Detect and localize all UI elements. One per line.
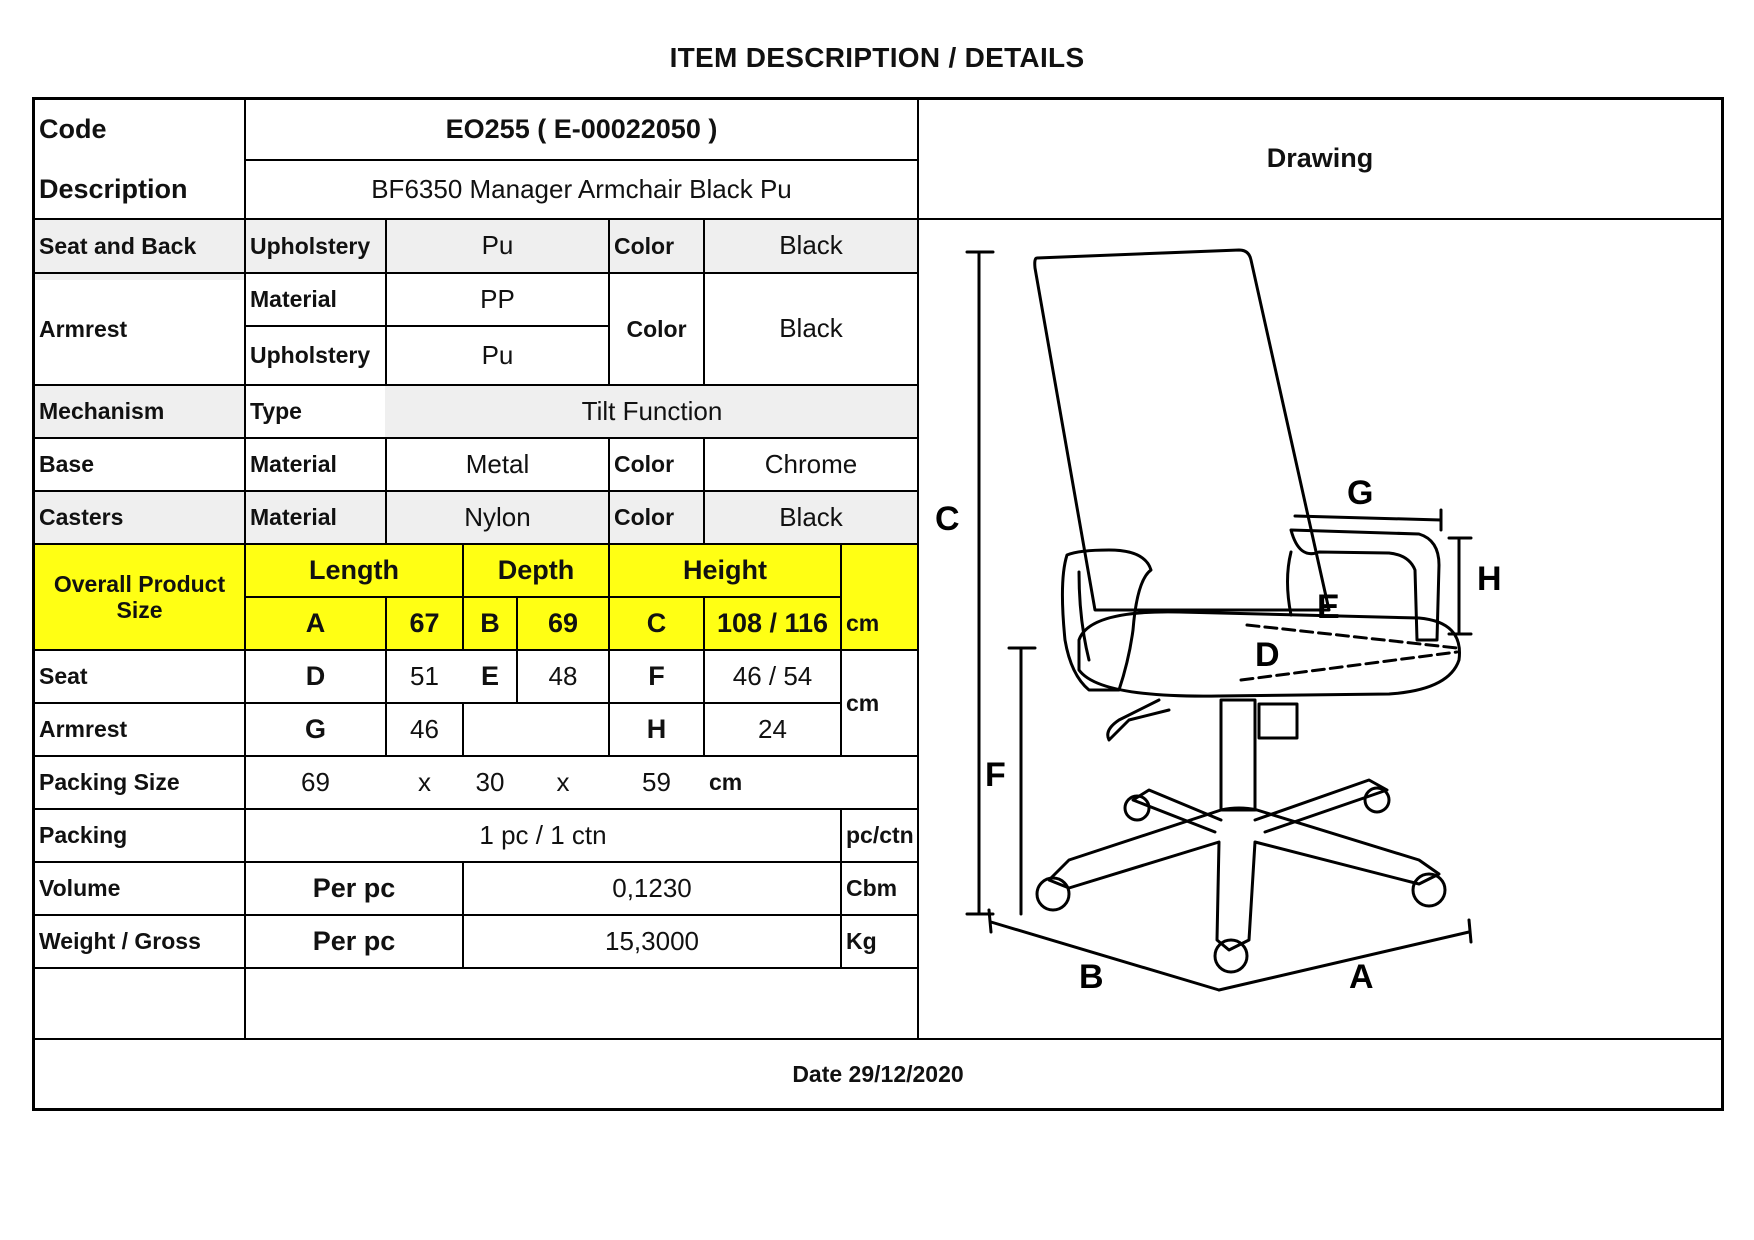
armrest-label: Armrest bbox=[39, 315, 128, 342]
times-sign: x bbox=[418, 766, 431, 797]
weight-per-pc: Per pc bbox=[312, 925, 396, 956]
length-header: Length bbox=[309, 554, 399, 585]
drawing-letter-e: E bbox=[1317, 588, 1340, 626]
volume-unit: Cbm bbox=[846, 875, 898, 902]
chair-base bbox=[1049, 808, 1439, 950]
drawing-letter-c: C bbox=[935, 500, 960, 538]
dim-a-letter: A bbox=[305, 607, 326, 638]
casters-material: Nylon bbox=[464, 501, 531, 532]
dim-a-value: 67 bbox=[409, 607, 440, 638]
packing-length: 69 bbox=[301, 766, 330, 797]
packing-width: 30 bbox=[475, 766, 505, 797]
chair-drawing bbox=[919, 220, 1721, 1038]
dim-f-value: 46 / 54 bbox=[732, 660, 813, 691]
volume-value: 0,1230 bbox=[612, 872, 692, 903]
description-value: BF6350 Manager Armchair Black Pu bbox=[371, 173, 792, 204]
divider bbox=[35, 967, 917, 969]
packing-size-unit: cm bbox=[709, 769, 743, 796]
dimension-line-f bbox=[1009, 648, 1035, 914]
chair-armrest-right bbox=[1291, 530, 1439, 640]
dims-unit: cm bbox=[846, 689, 880, 716]
armrest-material: PP bbox=[480, 283, 515, 314]
armrest-dims-label: Armrest bbox=[39, 716, 128, 743]
caster bbox=[1215, 940, 1247, 972]
casters-color: Black bbox=[779, 501, 843, 532]
caster bbox=[1125, 796, 1149, 820]
divider bbox=[462, 702, 464, 755]
dimension-line-b bbox=[989, 910, 1219, 990]
dimension-line-h bbox=[1449, 538, 1471, 634]
description-label: Description bbox=[39, 173, 188, 204]
drawing-letter-d: D bbox=[1255, 636, 1280, 674]
dimension-line-g bbox=[1295, 510, 1441, 530]
caster bbox=[1365, 788, 1389, 812]
dim-h-value: 24 bbox=[758, 713, 787, 744]
weight-value: 15,3000 bbox=[605, 925, 699, 956]
packing-label: Packing bbox=[39, 822, 128, 849]
weight-label: Weight / Gross bbox=[39, 928, 201, 955]
overall-size-label: Overall Product Size bbox=[53, 570, 226, 623]
item-details-sheet bbox=[32, 97, 1724, 1111]
upholstery-label: Upholstery bbox=[250, 232, 371, 259]
gas-lift bbox=[1221, 700, 1255, 810]
dim-e-letter: E bbox=[480, 660, 499, 691]
packing-unit: pc/ctn bbox=[846, 822, 914, 849]
mechanism-label: Mechanism bbox=[39, 398, 165, 425]
code-value: EO255 ( E-00022050 ) bbox=[445, 113, 718, 144]
dimension-line-a bbox=[1219, 920, 1471, 990]
code-label: Code bbox=[39, 113, 107, 144]
dim-h-letter: H bbox=[646, 713, 667, 744]
packing-size-label: Packing Size bbox=[39, 769, 180, 796]
color-label: Color bbox=[614, 451, 675, 478]
material-label: Material bbox=[250, 504, 337, 531]
dim-b-letter: B bbox=[480, 607, 500, 638]
armrest-upholstery: Pu bbox=[481, 339, 514, 370]
dim-d-letter: D bbox=[305, 660, 326, 691]
type-label: Type bbox=[250, 398, 302, 425]
seat-back-upholstery: Pu bbox=[481, 230, 514, 261]
overall-unit: cm bbox=[846, 610, 880, 637]
dim-c-letter: C bbox=[646, 607, 667, 638]
seat-dims-label: Seat bbox=[39, 663, 88, 690]
drawing-label: Drawing bbox=[1266, 143, 1374, 174]
seat-back-color: Black bbox=[779, 230, 843, 261]
packing-value: 1 pc / 1 ctn bbox=[479, 819, 607, 850]
material-label: Material bbox=[250, 451, 337, 478]
height-header: Height bbox=[683, 554, 767, 585]
volume-per-pc: Per pc bbox=[312, 872, 396, 903]
times-sign: x bbox=[556, 766, 570, 797]
material-label: Material bbox=[250, 286, 337, 313]
color-label: Color bbox=[614, 504, 675, 531]
upholstery-label: Upholstery bbox=[250, 342, 371, 369]
drawing-letter-f: F bbox=[985, 756, 1006, 794]
casters-label: Casters bbox=[39, 504, 124, 531]
dim-c-value: 108 / 116 bbox=[716, 607, 829, 638]
color-label: Color bbox=[626, 315, 687, 342]
color-label: Color bbox=[614, 232, 675, 259]
date: Date 29/12/2020 bbox=[792, 1060, 964, 1087]
armrest-color: Black bbox=[779, 313, 843, 344]
base-color: Chrome bbox=[764, 448, 858, 479]
packing-height: 59 bbox=[642, 766, 671, 797]
base-material: Metal bbox=[465, 448, 530, 479]
volume-label: Volume bbox=[39, 875, 121, 902]
drawing-letter-h: H bbox=[1477, 560, 1502, 598]
chair-backrest bbox=[1035, 250, 1329, 610]
depth-header: Depth bbox=[497, 554, 575, 585]
weight-unit: Kg bbox=[846, 928, 877, 955]
dim-g-value: 46 bbox=[410, 713, 439, 744]
dimension-line-c bbox=[967, 252, 993, 914]
drawing-letter-a: A bbox=[1349, 958, 1374, 996]
dim-f-letter: F bbox=[648, 660, 665, 691]
seat-back-label: Seat and Back bbox=[39, 232, 197, 259]
dim-g-letter: G bbox=[304, 713, 326, 744]
mechanism-type: Tilt Function bbox=[581, 395, 723, 426]
page-title: ITEM DESCRIPTION / DETAILS bbox=[669, 42, 1085, 73]
drawing-letter-b: B bbox=[1079, 958, 1104, 996]
dim-d-value: 51 bbox=[410, 660, 439, 691]
base-label: Base bbox=[39, 451, 94, 478]
dim-b-value: 69 bbox=[547, 607, 579, 638]
drawing-letter-g: G bbox=[1347, 474, 1374, 512]
dim-e-value: 48 bbox=[548, 660, 578, 691]
